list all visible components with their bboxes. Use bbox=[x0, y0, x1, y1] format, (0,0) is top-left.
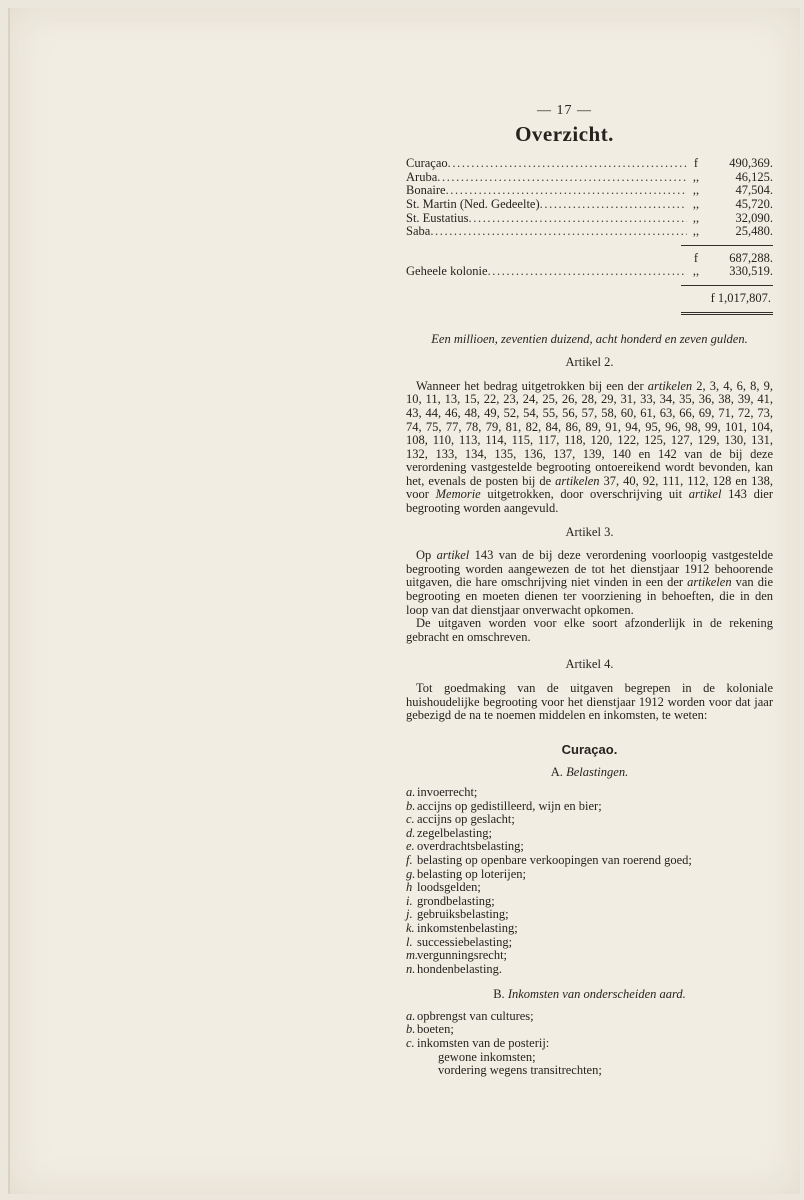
row-amount: 32,090. bbox=[735, 210, 773, 225]
artikel-2-text: Wanneer het bedrag uitgetrokken bij een der artikelen 2, 3, 4, 6, 8, 9, 10, 11, 13, 15, 22, 23, 24, 25, 26, 28, 29, 31, 33, 34, 35, 36, 38, 39, 41, 43, 44, 46, 48, 49, 52, 54, 55, 56, 57, 58, 60, 61, 63, 66, 69, 71, 72, 73, 74, 75, 77, 78, 79, 81, 82, 84, 86, 89, 91, 94, 95, 96, 98, 99, 101, 104, 108, 110, 113, 114, 115, 117, 118, 120, 122, 125, 127, 129, 130, 131, 132, 133, 134, 135, 136, 137, 139, 140 en 142 van de bij deze verordening vastgestelde begrooting ontoereikend wordt bevonden, kan het, evenals de posten bij de artikelen 37, 40, 92, 111, 112, 128 en 138, voor Memorie uitgetrokken, door overschrijving uit artikel 143 dier begrooting worden aangevuld. bbox=[406, 378, 773, 516]
list-item: h loodsgelden; bbox=[406, 880, 481, 895]
list-item: c. accijns op geslacht; bbox=[406, 812, 515, 827]
overview-table bbox=[406, 157, 773, 314]
row-currency: ,, bbox=[692, 210, 700, 225]
artikel-4-heading: Artikel 4. bbox=[565, 657, 614, 672]
page-title: Overzicht. bbox=[515, 121, 614, 146]
row-amount: 46,125. bbox=[735, 169, 773, 184]
row-amount: 47,504. bbox=[735, 183, 773, 198]
row-currency: ,, bbox=[692, 196, 700, 211]
list-item: e. overdrachtsbelasting; bbox=[406, 839, 524, 854]
overview-row bbox=[406, 184, 773, 198]
row-currency: ,, bbox=[692, 183, 700, 198]
subtotal-amount: 687,288. bbox=[729, 250, 773, 265]
list-item: m. vergunningsrecht; bbox=[406, 948, 508, 963]
row-currency: f bbox=[693, 156, 699, 171]
list-item: k. inkomstenbelasting; bbox=[406, 920, 518, 935]
overview-row bbox=[406, 212, 773, 226]
list-item: b. boeten; bbox=[406, 1022, 454, 1037]
section-a-list bbox=[406, 786, 773, 976]
curacao-heading: Curaçao. bbox=[561, 741, 618, 757]
total-rule bbox=[681, 285, 773, 286]
row-amount: 25,480. bbox=[735, 224, 773, 239]
document-page bbox=[8, 8, 800, 1194]
row-label: St. Eustatius bbox=[406, 210, 469, 225]
list-item: a. opbrengst van cultures; bbox=[406, 1008, 534, 1023]
artikel-3-heading: Artikel 3. bbox=[565, 524, 614, 539]
artikel-2-heading: Artikel 2. bbox=[565, 355, 614, 370]
artikel-3-text-2: De uitgaven worden voor elke soort afzonderlijk in de rekening gebracht en omschreven. bbox=[406, 616, 773, 644]
colony-row bbox=[406, 265, 773, 279]
section-a-heading: A. Belastingen. bbox=[550, 765, 629, 780]
row-label: Curaçao bbox=[406, 156, 448, 171]
subtotal-currency: f bbox=[693, 250, 699, 265]
colony-currency: ,, bbox=[692, 264, 700, 279]
overview-row bbox=[406, 225, 773, 239]
list-item: d. zegelbelasting; bbox=[406, 825, 492, 840]
total-row bbox=[406, 292, 773, 306]
section-b-list bbox=[406, 1010, 773, 1078]
section-b-heading: B. Inkomsten van onderscheiden aard. bbox=[493, 987, 686, 1002]
list-item: a. invoerrecht; bbox=[406, 784, 478, 799]
list-item: n. hondenbelasting. bbox=[406, 961, 503, 976]
row-currency: ,, bbox=[692, 224, 700, 239]
overview-row bbox=[406, 157, 773, 171]
row-currency: ,, bbox=[692, 169, 700, 184]
row-label: Bonaire bbox=[406, 183, 446, 198]
row-amount: 45,720. bbox=[735, 196, 773, 211]
list-item: l. successiebelasting; bbox=[406, 934, 513, 949]
colony-amount: 330,519. bbox=[729, 264, 773, 279]
list-item: g. belasting op loterijen; bbox=[406, 866, 527, 881]
amount-in-words: Een millioen, zeventien duizend, acht honderd en zeven gulden. bbox=[431, 331, 748, 346]
page-number: — 17 — bbox=[537, 103, 592, 118]
colony-label: Geheele kolonie bbox=[406, 264, 488, 279]
total-double-rule bbox=[681, 312, 773, 315]
list-item: b. accijns op gedistilleerd, wijn en bier; bbox=[406, 798, 602, 813]
subtotal-rule bbox=[681, 245, 773, 246]
subtotal-row bbox=[406, 252, 773, 266]
overview-row bbox=[406, 171, 773, 185]
row-label: Saba bbox=[406, 224, 431, 239]
total-amount: f 1,017,807. bbox=[710, 290, 771, 305]
list-sub-item: vordering wegens transitrechten; bbox=[438, 1063, 602, 1078]
row-label: Aruba bbox=[406, 169, 438, 184]
list-item: j. gebruiksbelasting; bbox=[406, 907, 509, 922]
list-item: c. inkomsten van de posterij: bbox=[406, 1036, 550, 1051]
row-label: St. Martin (Ned. Gedeelte) bbox=[406, 196, 540, 211]
page-content bbox=[406, 104, 773, 1078]
overview-row bbox=[406, 198, 773, 212]
artikel-3-text: Op artikel 143 van de bij deze verordening voorloopig vastgestelde begrooting worden aangewezen de tot het dienstjaar 1912 behoorende uitgaven, die hare omschrijving niet vinden in een der artikelen van die begrooting en moeten dienen ter voorziening in behoeften, die in den loop van dat dienstjaar onverwacht opkomen. bbox=[406, 548, 774, 617]
row-amount: 490,369. bbox=[729, 156, 773, 171]
list-item: i. grondbelasting; bbox=[406, 893, 495, 908]
artikel-4-text: Tot goedmaking van de uitgaven begrepen in de koloniale huishoudelijke begrooting voor het dienstjaar 1912 worden voor dat jaar gebezigd de na te noemen middelen en inkomsten, te weten: bbox=[406, 681, 773, 723]
list-item: f. belasting op openbare verkoopingen van roerend goed; bbox=[406, 852, 692, 867]
list-sub-item: gewone inkomsten; bbox=[438, 1049, 536, 1064]
